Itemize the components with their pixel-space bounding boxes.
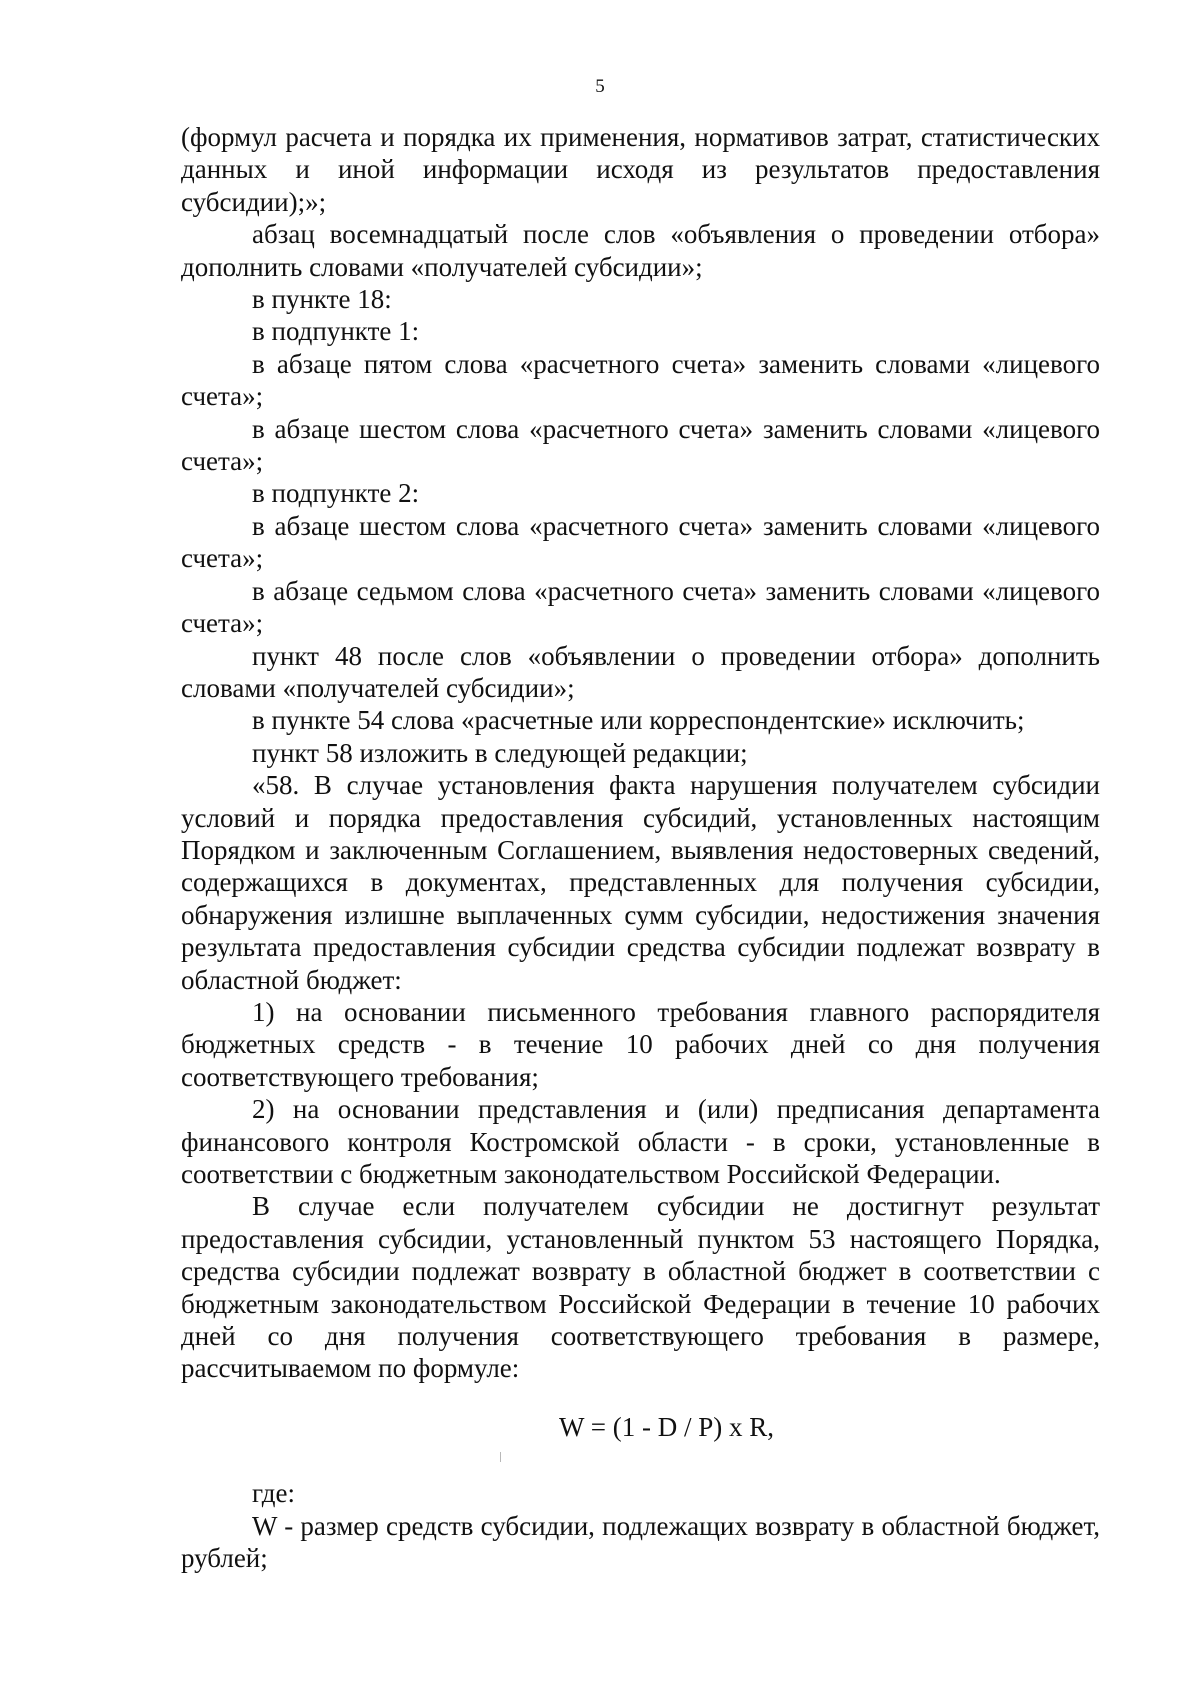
paragraph: в пункте 18: (252, 284, 392, 315)
formula: W = (1 - D / P) x R, (559, 1411, 774, 1442)
paragraph: в подпункте 2: (252, 478, 420, 509)
paragraph: пункт 58 изложить в следующей редакции; (252, 737, 748, 768)
paragraph: в пункте 54 слова «расчетные или корреспондентские» исключить; (252, 705, 1025, 736)
paragraph: в абзаце пятом слова «расчетного счета» заменить словами «лицевого счета»; (181, 348, 1100, 412)
paragraph: в подпункте 1: (252, 316, 420, 347)
paragraph: в абзаце шестом слова «расчетного счета» заменить словами «лицевого счета»; (181, 510, 1100, 574)
scan-mark (500, 1452, 501, 1462)
paragraph: абзац восемнадцатый после слов «объявления о проведении отбора» дополнить словами «получателей субсидии»; (181, 219, 1100, 282)
paragraph-definition-w: W - размер средств субсидии, подлежащих возврату в областной бюджет, рублей; (181, 1510, 1100, 1574)
paragraph: пункт 48 после слов «объявлении о проведении отбора» дополнить словами «получателей субсидии»; (181, 640, 1100, 703)
page-number: 5 (595, 76, 605, 97)
paragraph-subpoint-2: 2) на основании представления и (или) предписания департамента финансового контроля Костромской области - в сроки, установленные в соответствии с бюджетным законодательством Российской Федерации. (181, 1094, 1100, 1189)
document-body (181, 121, 1100, 1574)
paragraph: В случае если получателем субсидии не достигнут результат предоставления субсидии, установленный пунктом 53 настоящего Порядка, средства субсидии подлежат возврату в областной бюджет в соответствии с бюджетным законодательством Российской Федерации в течение 10 рабочих дней со дня получения соответствующего требования в размере, рассчитываемом по формуле: (181, 1191, 1100, 1384)
paragraph-where: где: (252, 1478, 295, 1509)
paragraph-point-58: «58. В случае установления факта нарушения получателем субсидии условий и порядка предоставления субсидий, установленных настоящим Порядком и заключенным Соглашением, выявления недостоверных сведений, содержащихся в документах, представленных для получения субсидии, обнаружения излишне выплаченных сумм субсидии, недостижения значения результата предоставления субсидии средства субсидии подлежат возврату в областной бюджет: (181, 770, 1100, 995)
paragraph-subpoint-1: 1) на основании письменного требования главного распорядителя бюджетных средств - в течение 10 рабочих дней со дня получения соответствующего требования; (181, 996, 1100, 1092)
paragraph-continuation: (формул расчета и порядка их применения, нормативов затрат, статистических данных и иной информации исходя из результатов предоставления субсидии);»; (181, 122, 1100, 217)
paragraph: в абзаце шестом слова «расчетного счета» заменить словами «лицевого счета»; (181, 413, 1100, 477)
paragraph: в абзаце седьмом слова «расчетного счета» заменить словами «лицевого счета»; (181, 575, 1100, 639)
